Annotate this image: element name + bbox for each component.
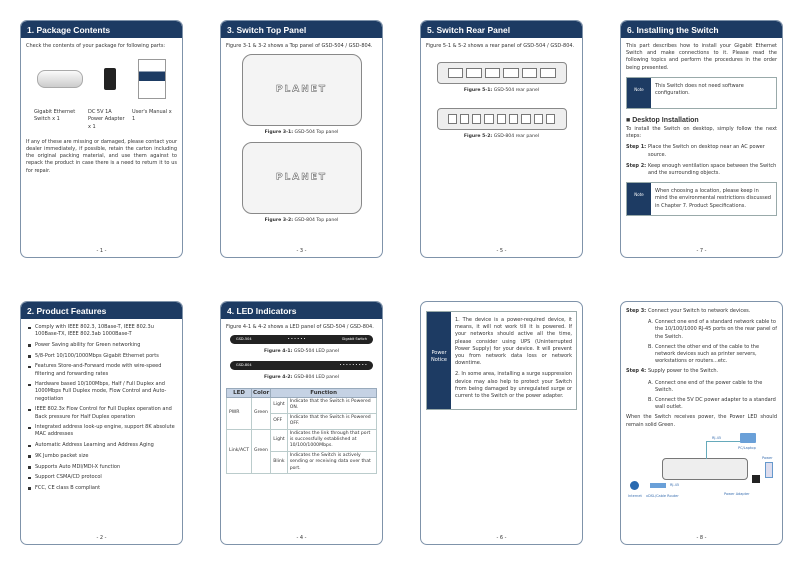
- connection-diagram: [626, 433, 777, 513]
- missing-text: If any of these are missing or damaged, please contact your dealer immediately, if possible, retain the carton including the original packing material, and use them against to repack the product in case there is a need to return it to us for repair.: [26, 138, 177, 174]
- feature-item: Features Store-and-Forward mode with wire-speed filtering and forwarding rates: [26, 363, 177, 377]
- internet-icon: [630, 481, 639, 490]
- feature-item: Supports Auto MDI/MDI-X function: [26, 464, 177, 471]
- router-label: xDSL/Cable Router: [646, 493, 679, 498]
- switch-image: [37, 70, 83, 88]
- page-title: 3. Switch Top Panel: [221, 21, 382, 38]
- led-table: LED Color Function PWR Green Light Indicate that the Switch is Powered ON. OFF Indicate that the Switch is Powered OFF. Link/ACT Green Light Indicates the link through that port is successfully established at 10/100/1000Mbps. Blink Indicates the Switch is actively sending or receiving data over that port.: [226, 388, 377, 474]
- internet-label: Internet: [628, 493, 642, 498]
- adapter-icon: [752, 475, 760, 483]
- page-2: [20, 301, 183, 545]
- feature-item: 5/8-Port 10/100/1000Mbps Gigabit Ethernet ports: [26, 353, 177, 360]
- page-number: - 3 -: [296, 248, 307, 254]
- gsd504-top-image: PLANET: [242, 54, 362, 126]
- substep: A. Connect one end of the power cable to the Switch.: [648, 379, 763, 393]
- substep: B. Connect the 5V DC power adapter to a standard wall outlet.: [648, 397, 776, 411]
- pc-label: PC/Laptop: [738, 445, 756, 450]
- page-number: - 2 -: [96, 535, 107, 541]
- page-title: 4. LED Indicators: [221, 302, 382, 319]
- gsd504-led-panel: GSD-504 • • • • • • Gigabit Switch: [230, 335, 373, 344]
- gsd804-rear-image: [437, 108, 567, 130]
- step-3: Step 3: Connect your Switch to network devices.: [626, 308, 751, 314]
- page-8: [620, 301, 783, 545]
- package-images: [26, 56, 177, 101]
- rj45-left-label: RJ-45: [670, 482, 680, 487]
- page-7: [620, 20, 783, 258]
- page-title: 5. Switch Rear Panel: [421, 21, 582, 38]
- substep: B. Connect the other end of the cable to the network devices such as printer servers, workstations or routers...etc.: [648, 343, 760, 365]
- feature-item: Integrated address look-up engine, support 8K absolute MAC addresses: [26, 424, 177, 438]
- power-led-text: When the Switch receives power, the Power LED should remain solid Green.: [626, 414, 777, 428]
- intro-text: This part describes how to install your Gigabit Ethernet Switch and make connections to it. Please read the following topics and perform the procedures in the order being presented.: [626, 43, 777, 71]
- power-notice-icon: Power Notice: [427, 312, 451, 409]
- outlet-icon: [765, 462, 773, 478]
- section-intro: To install the Switch on desktop, simply follow the next steps:: [626, 126, 777, 140]
- switch-rear-image: [662, 458, 748, 480]
- page-number: - 4 -: [296, 535, 307, 541]
- page-number: - 5 -: [496, 248, 507, 254]
- figure-caption: Figure 4-2: GSD-804 LED panel: [264, 375, 339, 381]
- note-icon: Note: [627, 78, 651, 108]
- intro-text: Figure 3-1 & 3-2 shows a Top panel of GSD-504 / GSD-804.: [226, 43, 373, 49]
- feature-item: 9K Jumbo packet size: [26, 453, 177, 460]
- feature-item: FCC, CE class B compliant: [26, 485, 177, 492]
- page-title: 6. Installing the Switch: [621, 21, 782, 38]
- page-4: [220, 301, 383, 545]
- intro-text: Figure 5-1 & 5-2 shows a rear panel of GSD-504 / GSD-804.: [426, 43, 575, 49]
- page-title: 2. Product Features: [21, 302, 182, 319]
- feature-item: Support CSMA/CD protocol: [26, 474, 177, 481]
- section-heading: ■ Desktop Installation: [626, 116, 699, 124]
- page-1: [20, 20, 183, 258]
- step-1: Step 1: Place the Switch on desktop near an AC power source.: [626, 144, 765, 158]
- feature-item: Power Saving ability for Green networking: [26, 342, 177, 349]
- rj45-top-label: RJ-45: [712, 435, 722, 440]
- page-5: [420, 20, 583, 258]
- item-adapter: DC 5V 1A Power Adapter x 1: [88, 109, 125, 130]
- page-title: 1. Package Contents: [21, 21, 182, 38]
- substep: A. Connect one end of a standard network cable to the 10/100/1000 RJ-45 ports on the rear panel of the Switch.: [648, 319, 777, 340]
- cable-line: [706, 441, 707, 459]
- note-icon: Note: [627, 183, 651, 215]
- feature-item: Hardware based 10/100Mbps, Half / Full Duplex and 1000Mbps Full Duplex mode, Flow Control and Auto-negotiation: [26, 381, 177, 403]
- intro-text: Check the contents of your package for following parts:: [26, 43, 166, 49]
- power-label: Power: [762, 455, 773, 460]
- adapter-label: Power Adapter: [724, 491, 750, 496]
- page-6: [420, 301, 583, 545]
- feature-item: Automatic Address Learning and Address Aging: [26, 442, 177, 449]
- page-3: [220, 20, 383, 258]
- page-number: - 6 -: [496, 535, 507, 541]
- figure-caption: Figure 4-1: GSD-504 LED panel: [264, 349, 339, 355]
- gsd504-rear-image: [437, 62, 567, 84]
- adapter-image: [104, 68, 116, 90]
- power-notice-box: [426, 311, 577, 410]
- features-list: [26, 324, 177, 492]
- note-box: Note This Switch does not need software configuration.: [626, 77, 777, 109]
- router-icon: [650, 483, 666, 488]
- intro-text: Figure 4-1 & 4-2 shows a LED panel of GSD-504 / GSD-804.: [226, 324, 374, 330]
- laptop-icon: [740, 433, 756, 443]
- page-number: - 7 -: [696, 248, 707, 254]
- note-box: Note When choosing a location, please keep in mind the environmental restrictions discussed in Chapter 7. Product Specifications.: [626, 182, 777, 216]
- gsd804-led-panel: GSD-804 • • • • • • • • •: [230, 361, 373, 370]
- step-4: Step 4: Supply power to the Switch.: [626, 368, 719, 375]
- notice-item: 2. In some area, installing a surge suppression device may also help to protect your Switch from being damaged by unregulated surge or current to the Switch or the power adapter.: [455, 371, 572, 400]
- item-manual: User's Manual x 1: [132, 109, 172, 123]
- figure-caption: Figure 3-2: GSD-804 Top panel: [264, 218, 339, 224]
- feature-item: IEEE 802.3x Flow Control for Full Duplex operation and Back pressure for Half Duplex operation: [26, 406, 177, 420]
- page-number: - 1 -: [96, 248, 107, 254]
- step-2: Step 2: Keep enough ventilation space between the Switch and the surrounding objects.: [626, 162, 777, 177]
- manual-image: [138, 59, 166, 99]
- figure-caption: Figure 3-1: GSD-504 Top panel: [264, 130, 339, 136]
- notice-item: 1. The device is a power-required device, it means, it will not work till it is powered. If your networks should active all the time, please consider using UPS (Uninterrupted Power Supply) for your device. It will prevent you from network data loss or network downtime.: [455, 317, 572, 367]
- item-switch: Gigabit Ethernet Switch x 1: [34, 109, 76, 123]
- gsd804-top-image: PLANET: [242, 142, 362, 214]
- figure-caption: Figure 5-2: GSD-804 rear panel: [463, 134, 540, 140]
- figure-caption: Figure 5-1: GSD-504 rear panel: [463, 88, 540, 94]
- page-number: - 8 -: [696, 535, 707, 541]
- feature-item: Comply with IEEE 802.3, 10Base-T, IEEE 802.3u 100Base-TX, IEEE 802.3ab 1000Base-T: [26, 324, 177, 338]
